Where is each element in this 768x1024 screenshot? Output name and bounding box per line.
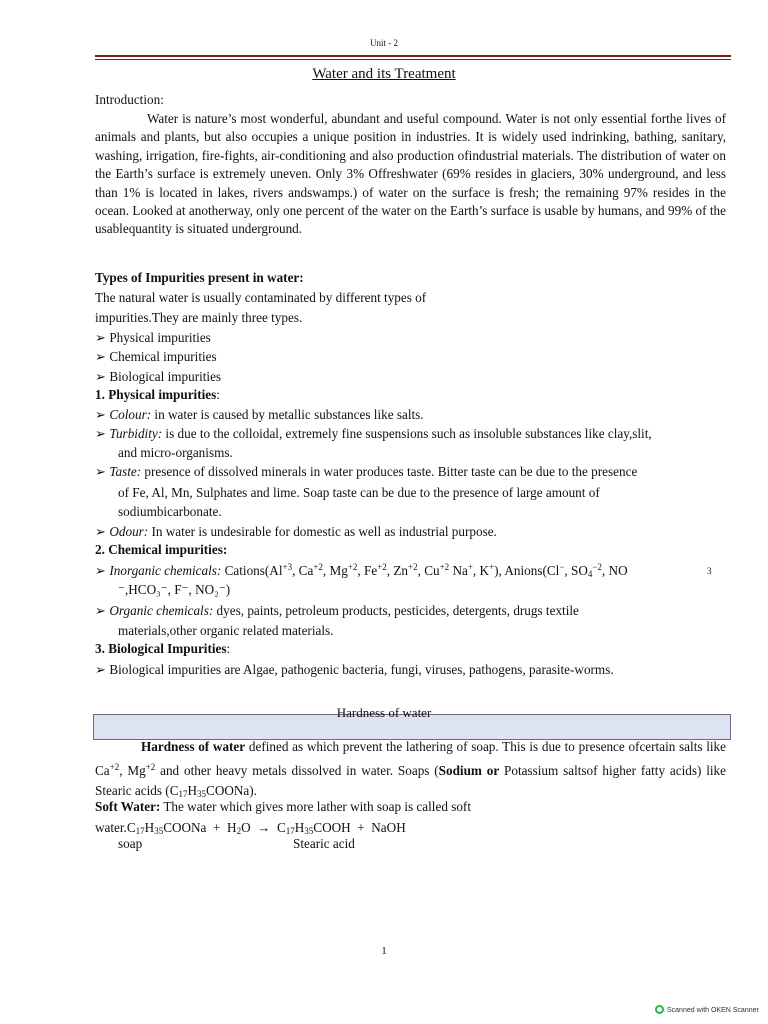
physical-heading-line: 1. Physical impurities:	[95, 387, 220, 402]
types-item-physical: ➢ Physical impurities	[95, 330, 211, 345]
colour-label: Colour:	[109, 407, 152, 422]
stearic-caption: Stearic acid	[293, 836, 355, 851]
odour-line: ➢ Odour: In water is undesirable for domestic as well as industrial purpose.	[95, 524, 497, 539]
inorganic-label: Inorganic chemicals:	[109, 563, 222, 578]
soft-water-label: Soft Water:	[95, 799, 161, 814]
intro-paragraph: Water is nature’s most wonderful, abundant and useful compound. Water is not only essential forthe lives of animals and plants, but also occupies a unique position in industries. It is widely used indrinking, bathing, sanitary, washing, irrigation, fire-fights, air-conditioning and also production ofindustrial materials. The distribution of water on the Earth’s surface is extremely uneven. Only 3% Offreshwater (69% resides in glaciers, 30% underground, and less than 1% is located in lakes, rivers andswamps.) of water on the surface is fresh; the remaining 97% resides in the ocean. Looked at anotherway, only one percent of the water on the Earth’s surface is usable by humans, and 99% of the usablequantity is situated underground.	[95, 111, 726, 237]
chemical-heading: 2. Chemical impurities:	[95, 542, 228, 557]
page-number: 1	[381, 945, 387, 957]
soft-water-line: Soft Water: The water which gives more lather with soap is called soft	[95, 799, 471, 814]
document-title: Water and its Treatment	[312, 66, 456, 82]
physical-heading: 1. Physical impurities	[95, 387, 217, 402]
intro-heading: Introduction:	[95, 92, 164, 107]
organic-label: Organic chemicals:	[109, 603, 214, 618]
types-line-2: impurities.They are mainly three types.	[95, 310, 303, 325]
header-rule-thin	[95, 59, 731, 60]
soap-caption: soap	[118, 836, 143, 851]
scanner-watermark: Scanned with OKEN Scanner	[655, 1005, 759, 1014]
taste-line: ➢ Taste: presence of dissolved minerals in water produces taste. Bitter taste can be due to the presence	[95, 464, 638, 479]
inorganic-line: ➢ Inorganic chemicals: $Cations(Al^{+3}$, $Ca^{+2}$, $Mg^{+2}$, $Fe^{+2}$, $Zn^{+2}$, $Cu^{+2}$ Na+, K+), Anions(Cl−, $SO_4^{-2}$, NO	[95, 562, 628, 579]
scanner-logo-icon	[655, 1005, 664, 1014]
taste-continued-2: sodiumbicarbonate.	[118, 504, 222, 519]
organic-continued: materials,other organic related materials.	[118, 623, 334, 638]
colour-line: ➢ Colour: in water is caused by metallic substances like salts.	[95, 407, 424, 422]
taste-label: Taste:	[109, 464, 142, 479]
turbidity-line: ➢ Turbidity: is due to the colloidal, extremely fine suspensions such as insoluble substances like clay,slit,	[95, 426, 652, 441]
biological-heading: 3. Biological Impurities	[95, 641, 227, 656]
types-heading: Types of Impurities present in water:	[95, 270, 304, 285]
types-item-chemical: ➢ Chemical impurities	[95, 349, 217, 364]
types-line-1: The natural water is usually contaminated by different types of	[95, 290, 427, 305]
turbidity-continued: and micro-organisms.	[118, 445, 233, 460]
soap-equation: $water.C_{17}H_{35}COONa + H_2O$ → $C_{17}H_{35}COOH$ + NaOH	[95, 820, 406, 836]
hardness-lead: Hardness of water	[141, 739, 246, 754]
odour-label: Odour:	[109, 524, 149, 539]
organic-line: ➢ Organic chemicals: dyes, paints, petroleum products, pesticides, detergents, drugs textile	[95, 603, 579, 618]
hardness-title: Hardness of water	[336, 705, 432, 720]
subscript-3: 3	[707, 566, 712, 576]
taste-continued-1: of Fe, Al, Mn, Sulphates and lime. Soap taste can be due to the presence of large amount of	[118, 485, 600, 500]
hardness-paragraph: Hardness of water defined as which prevent the lathering of soap. This is due to presence ofcertain salts like $Ca^{+2}$, $Mg^{+2}$ and other heavy metals dissolved in water. Soaps (Sodium or Potassium saltsof higher fatty acids) like Stearic acids $(C_{17}H_{35}COONa)$.	[95, 739, 726, 799]
turbidity-label: Turbidity:	[109, 426, 163, 441]
biological-heading-line: 3. Biological Impurities:	[95, 641, 231, 656]
inorganic-continued: ⁻,HCO₃⁻, F⁻, NO₂⁻)	[118, 582, 231, 597]
types-item-biological: ➢ Biological impurities	[95, 369, 222, 384]
unit-header: Unit - 2	[370, 38, 398, 48]
header-rule	[95, 55, 731, 57]
biological-text: ➢ Biological impurities are Algae, pathogenic bacteria, fungi, viruses, pathogens, parasite-worms.	[95, 662, 614, 677]
